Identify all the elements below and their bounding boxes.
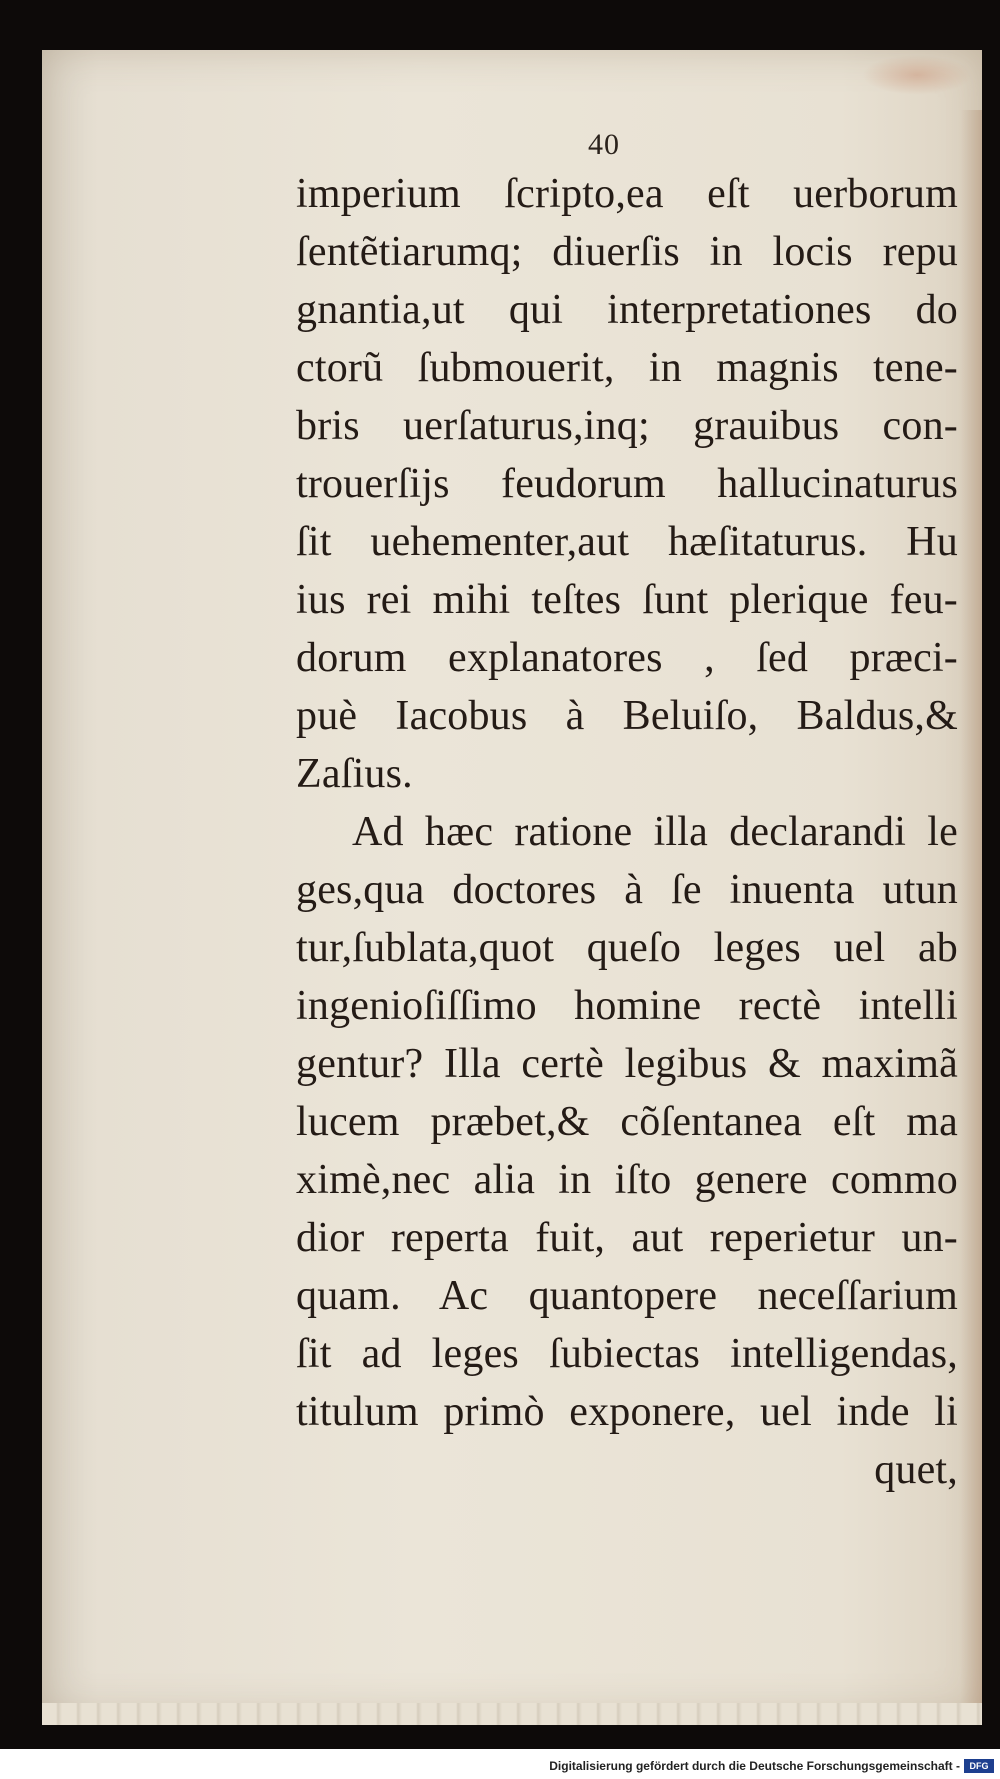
text-line: imperium ſcripto,ea eſt uerborum [296,171,958,217]
text-line: gnantia,ut qui interpretationes do [296,287,958,333]
text-line: puè Iacobus à Beluiſo, Baldus,& [296,693,958,739]
text-line: trouerſijs feudorum hallucinaturus [296,461,958,507]
text-line: Ad hæc ratione illa declarandi le [352,809,958,855]
text-line: titulum primò exponere, uel inde li [296,1389,958,1435]
body-text [296,165,958,1499]
text-line: gentur? Illa certè legibus & maximã [296,1041,958,1087]
text-line: ſit uehementer,aut hæſitaturus. Hu [296,519,958,565]
text-line: ctorũ ſubmouerit, in magnis tene- [296,345,958,391]
text-line: ximè,nec alia in iſto genere commo [296,1157,958,1203]
text-line: ingenioſiſſimo homine rectè intelli [296,983,958,1029]
text-line: dior reperta fuit, aut reperietur un- [296,1215,958,1261]
page-bottom-edge [42,1703,982,1725]
text-line: dorum explanatores , ſed præci- [296,635,958,681]
text-line: ius rei mihi teſtes ſunt plerique feu- [296,577,958,623]
footer-bar [0,1749,1000,1779]
page-number: 40 [588,128,620,161]
text-line: ges,qua doctores à ſe inuenta utun [296,867,958,913]
text-line: quam. Ac quantopere neceſſarium [296,1273,958,1319]
digitization-credit: Digitalisierung gefördert durch die Deutsche Forschungsgemeinschaft - [549,1759,960,1773]
text-line: tur,ſublata,quot queſo leges uel ab [296,925,958,971]
page-edge [960,110,982,1710]
text-line: Zaſius. [296,751,413,797]
dfg-logo: DFG [964,1759,994,1773]
page-stain [862,55,972,95]
text-line: lucem præbet,& cõſentanea eſt ma [296,1099,958,1145]
catchword: quet, [874,1447,958,1493]
text-line: ſentẽtiarumq; diuerſis in locis repu [296,229,958,275]
text-line: bris uerſaturus,inq; grauibus con- [296,403,958,449]
text-line: ſit ad leges ſubiectas intelligendas, [296,1331,958,1377]
